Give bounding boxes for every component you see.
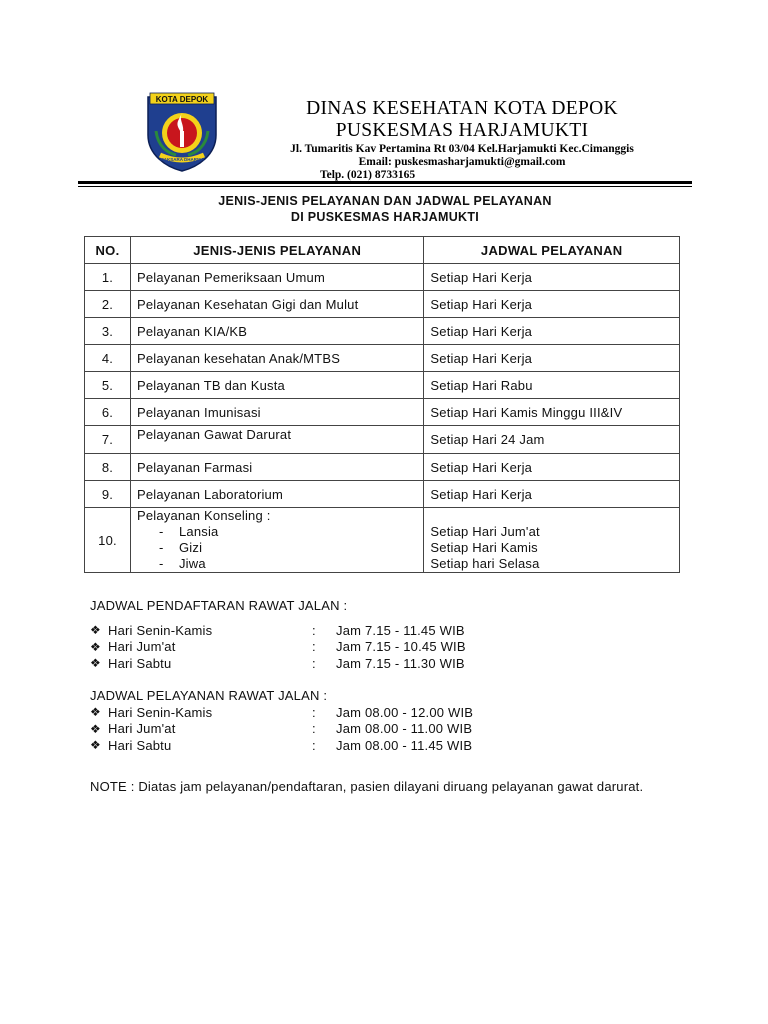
- table-row: [85, 454, 680, 481]
- list-item: - Jiwa: [158, 556, 206, 571]
- table-row: [85, 264, 680, 291]
- row-jadwal: Setiap Hari Kerja: [424, 264, 680, 291]
- row-no: 10.: [85, 508, 131, 573]
- row-jadwal: Setiap Hari Kerja: [424, 318, 680, 345]
- diamond-bullet-icon: ❖: [90, 656, 101, 671]
- row-jadwal: Setiap Hari Kerja: [424, 345, 680, 372]
- list-item: - Lansia: [158, 524, 219, 539]
- header-rule-thin: [78, 186, 692, 187]
- svg-text:KOTA DEPOK: KOTA DEPOK: [155, 95, 209, 104]
- registration-schedule: [90, 598, 466, 672]
- address: Jl. Tumaritis Kav Pertamina Rt 03/04 Kel.Harjamukti Kec.Cimanggis: [290, 143, 634, 155]
- kota-depok-logo: [140, 91, 224, 173]
- letterhead: [232, 98, 692, 182]
- diamond-bullet-icon: ❖: [90, 639, 101, 654]
- header-rule: [78, 181, 692, 184]
- table-row: [85, 291, 680, 318]
- facility-name: PUSKESMAS HARJAMUKTI: [335, 120, 589, 141]
- agency-name: DINAS KESEHATAN KOTA DEPOK: [306, 98, 618, 119]
- schedule-row: ❖ Hari Jum'at : Jam 08.00 - 11.00 WIB: [90, 721, 473, 737]
- section-heading: JADWAL PELAYANAN RAWAT JALAN :: [90, 688, 328, 703]
- document-title: JENIS-JENIS PELAYANAN DAN JADWAL PELAYANAN DI PUSKESMAS HARJAMUKTI: [218, 194, 552, 224]
- table-header-row: [85, 237, 680, 264]
- table-row: [85, 345, 680, 372]
- row-no: 8.: [85, 454, 131, 481]
- schedule-row: ❖ Hari Sabtu : Jam 7.15 - 11.30 WIB: [90, 655, 465, 671]
- row-no: 2.: [85, 291, 131, 318]
- row-jadwal: Setiap Hari Jum'at Setiap Hari Kamis Setiap hari Selasa: [424, 508, 680, 573]
- row-no: 6.: [85, 399, 131, 426]
- table-row: [85, 508, 680, 573]
- diamond-bullet-icon: ❖: [90, 623, 101, 638]
- row-jadwal: Setiap Hari Rabu: [424, 372, 680, 399]
- table-row: [85, 372, 680, 399]
- schedule-row: ❖ Hari Sabtu : Jam 08.00 - 11.45 WIB: [90, 737, 473, 753]
- row-jenis: Pelayanan TB dan Kusta: [130, 372, 423, 399]
- row-no: 7.: [85, 426, 131, 454]
- row-no: 5.: [85, 372, 131, 399]
- schedule-row: ❖ Hari Senin-Kamis : Jam 08.00 - 12.00 WIB: [90, 704, 474, 720]
- konseling-list: [137, 524, 417, 572]
- row-jenis: Pelayanan Imunisasi: [130, 399, 423, 426]
- row-jadwal: Setiap Hari Kerja: [424, 291, 680, 318]
- row-jenis: Pelayanan Laboratorium: [130, 481, 423, 508]
- section-heading: JADWAL PENDAFTARAN RAWAT JALAN :: [90, 598, 348, 613]
- row-jadwal: Setiap Hari Kerja: [424, 481, 680, 508]
- row-jadwal: Setiap Hari Kamis Minggu III&IV: [424, 399, 680, 426]
- service-schedule: [90, 688, 473, 754]
- table-row: [85, 399, 680, 426]
- email: Email: puskesmasharjamukti@gmail.com: [358, 156, 566, 168]
- row-no: 1.: [85, 264, 131, 291]
- row-jenis: Pelayanan KIA/KB: [130, 318, 423, 345]
- row-jenis: Pelayanan Kesehatan Gigi dan Mulut: [130, 291, 423, 318]
- row-jenis: Pelayanan Konseling : - Lansia - Gizi - Jiwa: [130, 508, 423, 573]
- row-no: 3.: [85, 318, 131, 345]
- schedule-row: ❖ Hari Senin-Kamis : Jam 7.15 - 11.45 WIB: [90, 622, 465, 638]
- row-jenis: Pelayanan Farmasi: [130, 454, 423, 481]
- col-header-no: NO.: [85, 237, 131, 264]
- row-no: 9.: [85, 481, 131, 508]
- svg-text:MAKSARA DHARMA: MAKSARA DHARMA: [159, 157, 205, 162]
- row-jadwal: Setiap Hari 24 Jam: [424, 426, 680, 454]
- diamond-bullet-icon: ❖: [90, 738, 101, 753]
- row-jenis: Pelayanan Pemeriksaan Umum: [130, 264, 423, 291]
- table-row: [85, 426, 680, 454]
- row-jenis: Pelayanan Gawat Darurat: [130, 426, 423, 454]
- diamond-bullet-icon: ❖: [90, 721, 101, 736]
- col-header-jenis: JENIS-JENIS PELAYANAN: [130, 237, 423, 264]
- phone: Telp. (021) 8733165: [320, 169, 416, 181]
- list-item: - Gizi: [158, 540, 203, 555]
- row-no: 4.: [85, 345, 131, 372]
- diamond-bullet-icon: ❖: [90, 705, 101, 720]
- col-header-jadwal: JADWAL PELAYANAN: [424, 237, 680, 264]
- row-jenis: Pelayanan kesehatan Anak/MTBS: [130, 345, 423, 372]
- table-row: [85, 318, 680, 345]
- table-row: [85, 481, 680, 508]
- services-table: [84, 236, 680, 573]
- row-jadwal: Setiap Hari Kerja: [424, 454, 680, 481]
- note: NOTE : Diatas jam pelayanan/pendaftaran, pasien dilayani diruang pelayanan gawat darurat.: [90, 779, 644, 794]
- schedule-row: ❖ Hari Jum'at : Jam 7.15 - 10.45 WIB: [90, 639, 466, 655]
